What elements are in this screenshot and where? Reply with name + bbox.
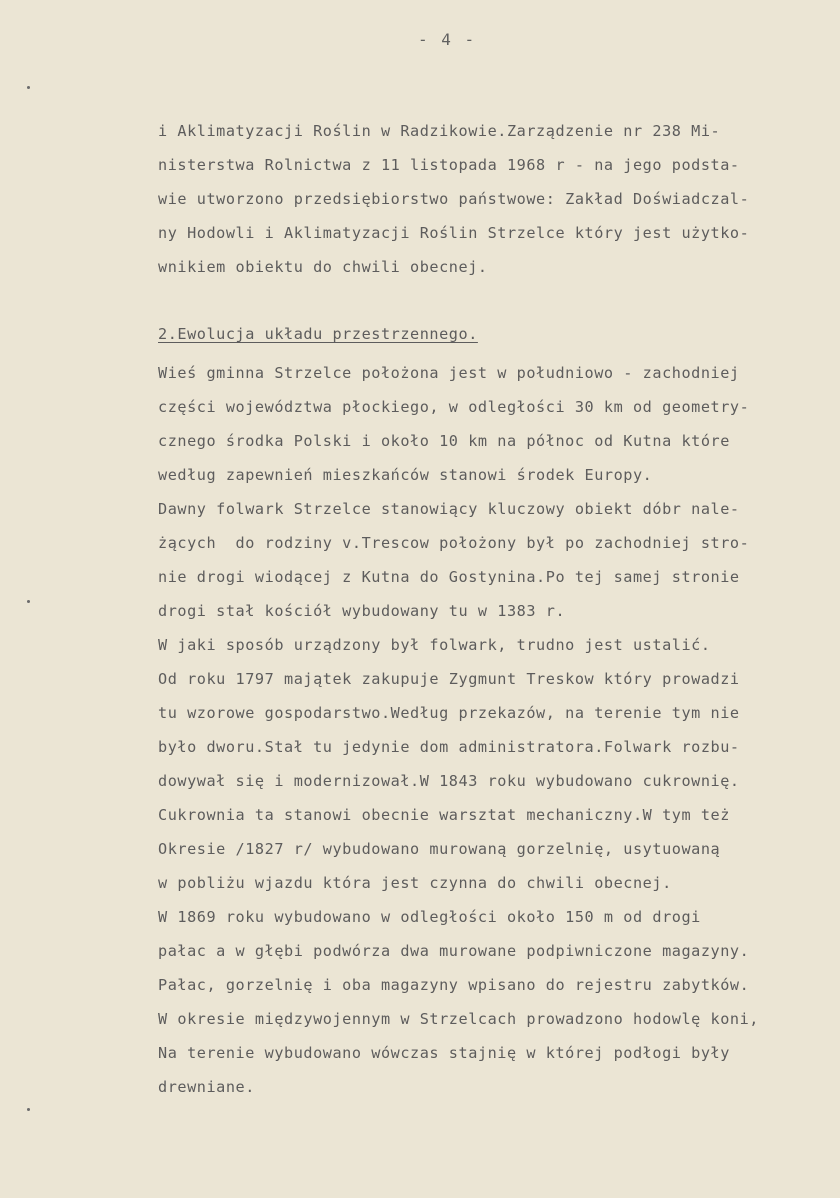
text-line: nisterstwa Rolnictwa z 11 listopada 1968 r - na jego podsta- xyxy=(158,156,740,174)
text-line: W 1869 roku wybudowano w odległości około 150 m od drogi xyxy=(158,908,701,926)
text-line: drewniane. xyxy=(158,1078,255,1096)
text-line: części województwa płockiego, w odległości 30 km od geometry- xyxy=(158,398,750,416)
text-line: nie drogi wiodącej z Kutna do Gostynina.Po tej samej stronie xyxy=(158,568,740,586)
text-line: Okresie /1827 r/ wybudowano murowaną gorzelnię, usytuowaną xyxy=(158,840,721,858)
text-line: cznego środka Polski i około 10 km na północ od Kutna które xyxy=(158,432,730,450)
text-line: Dawny folwark Strzelce stanowiący kluczowy obiekt dóbr nale- xyxy=(158,500,740,518)
text-line: w pobliżu wjazdu która jest czynna do chwili obecnej. xyxy=(158,874,672,892)
margin-mark xyxy=(27,86,30,89)
text-line: W jaki sposób urządzony był folwark, trudno jest ustalić. xyxy=(158,636,711,654)
text-line: Cukrownia ta stanowi obecnie warsztat mechaniczny.W tym też xyxy=(158,806,730,824)
text-line: Pałac, gorzelnię i oba magazyny wpisano do rejestru zabytków. xyxy=(158,976,750,994)
text-line: żących do rodziny v.Trescow położony był po zachodniej stro- xyxy=(158,534,750,552)
margin-mark xyxy=(27,600,30,603)
text-line: Na terenie wybudowano wówczas stajnię w której podłogi były xyxy=(158,1044,730,1062)
text-line: dowywał się i modernizował.W 1843 roku wybudowano cukrownię. xyxy=(158,772,740,790)
text-line: Wieś gminna Strzelce położona jest w południowo - zachodniej xyxy=(158,364,740,382)
text-line: Od roku 1797 majątek zakupuje Zygmunt Treskow który prowadzi xyxy=(158,670,740,688)
text-line: ny Hodowli i Aklimatyzacji Roślin Strzelce który jest użytko- xyxy=(158,224,750,242)
text-line: W okresie międzywojennym w Strzelcach prowadzono hodowlę koni, xyxy=(158,1010,760,1028)
text-line: i Aklimatyzacji Roślin w Radzikowie.Zarządzenie nr 238 Mi- xyxy=(158,122,721,140)
text-line: tu wzorowe gospodarstwo.Według przekazów, na terenie tym nie xyxy=(158,704,740,722)
margin-mark xyxy=(27,1108,30,1111)
text-line: wie utworzono przedsiębiorstwo państwowe: Zakład Doświadczal- xyxy=(158,190,750,208)
text-line: wnikiem obiektu do chwili obecnej. xyxy=(158,258,488,276)
text-line: było dworu.Stał tu jedynie dom administratora.Folwark rozbu- xyxy=(158,738,740,756)
section-heading: 2.Ewolucja układu przestrzennego. xyxy=(158,325,478,343)
text-line: pałac a w głębi podwórza dwa murowane podpiwniczone magazyny. xyxy=(158,942,750,960)
page-number: - 4 - xyxy=(418,30,477,49)
text-line: drogi stał kościół wybudowany tu w 1383 r. xyxy=(158,602,566,620)
text-line: według zapewnień mieszkańców stanowi środek Europy. xyxy=(158,466,653,484)
